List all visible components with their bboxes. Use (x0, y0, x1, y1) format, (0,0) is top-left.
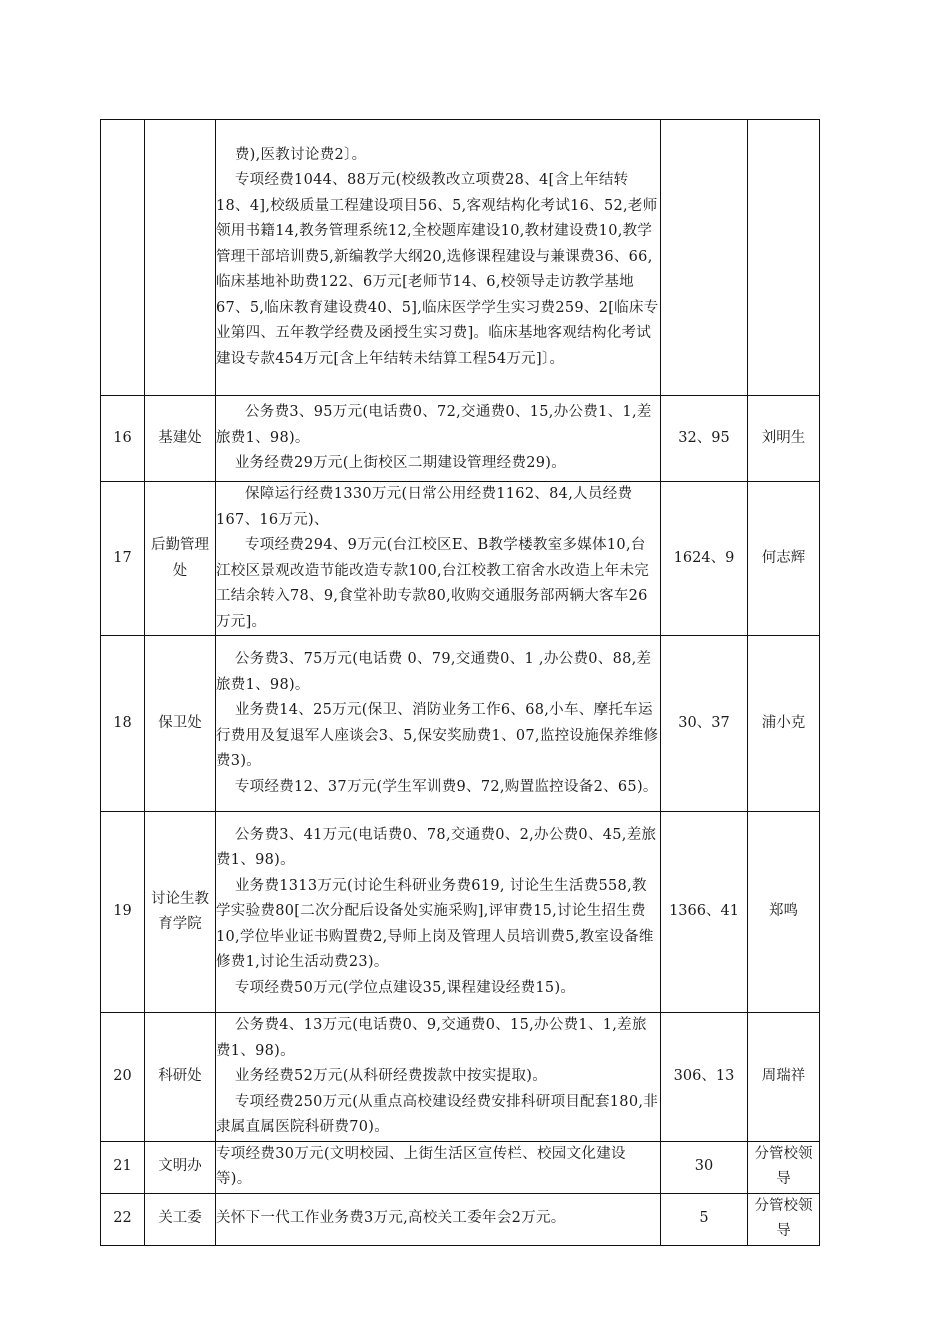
table-row (101, 120, 820, 396)
amount: 30 (661, 1141, 748, 1193)
detail-paragraph: 保障运行经费1330万元(日常公用经费1162、84,人员经费167、16万元)、 (216, 486, 633, 528)
row-number: 22 (101, 1193, 145, 1245)
budget-details (216, 1193, 661, 1245)
department-name: 文明办 (145, 1141, 216, 1193)
department-name (145, 120, 216, 396)
table-row (101, 1013, 820, 1142)
row-number: 21 (101, 1141, 145, 1193)
department-name: 关工委 (145, 1193, 216, 1245)
amount: 1366、41 (661, 812, 748, 1013)
budget-details (216, 812, 661, 1013)
department-name: 讨论生教育学院 (145, 812, 216, 1013)
detail-paragraph: 专项经费294、9万元(台江校区E、B教学楼教室多媒体10,台江校区景观改造节能改造专款100,台江校教工宿舍水改造上年未完工结余转入78、9,食堂补助专款80,收购交通服务部两辆大客车26万元]。 (216, 537, 650, 630)
row-number (101, 120, 145, 396)
detail-paragraph: 公务费3、75万元(电话费 0、79,交通费0、1 ,办公费0、88,差旅费1、98)。 (216, 651, 652, 693)
responsible-person: 郑鸣 (748, 812, 820, 1013)
table-row (101, 1141, 820, 1193)
amount: 30、37 (661, 636, 748, 812)
department-name: 科研处 (145, 1013, 216, 1142)
budget-details (216, 1141, 661, 1193)
amount (661, 120, 748, 396)
detail-paragraph: 公务费3、41万元(电话费0、78,交通费0、2,办公费0、45,差旅费1、98)。 (216, 826, 657, 869)
budget-details (216, 636, 661, 812)
row-number: 17 (101, 482, 145, 636)
detail-paragraph: 业务费14、25万元(保卫、消防业务工作6、68,小车、摩托车运行费用及复退军人座谈会3、5,保安奖励费1、07,监控设施保养维修费3)。 (216, 702, 659, 769)
detail-paragraph: 公务费4、13万元(电话费0、9,交通费0、15,办公费1、1,差旅费1、98)。 (216, 1017, 647, 1059)
row-number: 20 (101, 1013, 145, 1142)
detail-paragraph: 费),医教讨论费2〕。 (234, 146, 367, 163)
responsible-person: 浦小克 (748, 636, 820, 812)
detail-paragraph: 业务经费52万元(从科研经费拨款中按实提取)。 (234, 1068, 548, 1084)
department-name: 后勤管理处 (145, 482, 216, 636)
responsible-person: 分管校领导 (748, 1193, 820, 1245)
table-row (101, 636, 820, 812)
table-row (101, 812, 820, 1013)
responsible-person: 周瑞祥 (748, 1013, 820, 1142)
department-name: 基建处 (145, 396, 216, 482)
responsible-person: 刘明生 (748, 396, 820, 482)
detail-paragraph: 专项经费30万元(文明校园、上街生活区宣传栏、校园文化建设等)。 (216, 1145, 626, 1187)
budget-table (100, 119, 820, 1246)
responsible-person (748, 120, 820, 396)
department-name: 保卫处 (145, 636, 216, 812)
detail-paragraph: 关怀下一代工作业务费3万元,高校关工委年会2万元。 (216, 1210, 566, 1227)
table-row (101, 482, 820, 636)
row-number: 19 (101, 812, 145, 1013)
detail-paragraph: 公务费3、95万元(电话费0、72,交通费0、15,办公费1、1,差旅费1、98)。 (216, 404, 652, 446)
row-number: 16 (101, 396, 145, 482)
table-row (101, 1193, 820, 1245)
amount: 32、95 (661, 396, 748, 482)
responsible-person: 分管校领导 (748, 1141, 820, 1193)
budget-details (216, 482, 661, 636)
detail-paragraph: 专项经费250万元(从重点高校建设经费安排科研项目配套180,非隶属直属医院科研费70)。 (216, 1093, 659, 1135)
amount: 1624、9 (661, 482, 748, 636)
budget-details (216, 396, 661, 482)
detail-paragraph: 业务费1313万元(讨论生科研业务费619, 讨论生生活费558,教学实验费80[二次分配后设备处实施采购],评审费15,讨论生招生费10,学位毕业证书购置费2,导师上岗及管理人员培训费5,教室设备维修费1,讨论生活动费23)。 (216, 877, 654, 971)
detail-paragraph: 专项经费1044、88万元(校级教改立项费28、4[含上年结转18、4],校级质量工程建设项目56、5,客观结构化考试16、52,老师领用书籍14,教务管理系统12,全校题库建设10,教材建设费10,教学管理干部培训费5,新编教学大纲20,选修课程建设与兼课费36、66,临床基地补助费122、6万元[老师节14、6,校领导走访教学基地67、5,临床教育建设费40、5],临床医学学生实习费259、2[临床专业第四、五年教学经费及函授生实习费]。临床基地客观结构化考试建设专款454万元[含上年结转未结算工程54万元]〕。 (216, 172, 659, 367)
responsible-person: 何志辉 (748, 482, 820, 636)
amount: 5 (661, 1193, 748, 1245)
amount: 306、13 (661, 1013, 748, 1142)
row-number: 18 (101, 636, 145, 812)
budget-details (216, 1013, 661, 1142)
detail-paragraph: 专项经费12、37万元(学生军训费9、72,购置监控设备2、65)。 (234, 778, 658, 795)
detail-paragraph: 业务经费29万元(上街校区二期建设管理经费29)。 (234, 455, 567, 472)
table-row (101, 396, 820, 482)
detail-paragraph: 专项经费50万元(学位点建设35,课程建设经费15)。 (234, 979, 576, 996)
budget-details (216, 120, 661, 396)
